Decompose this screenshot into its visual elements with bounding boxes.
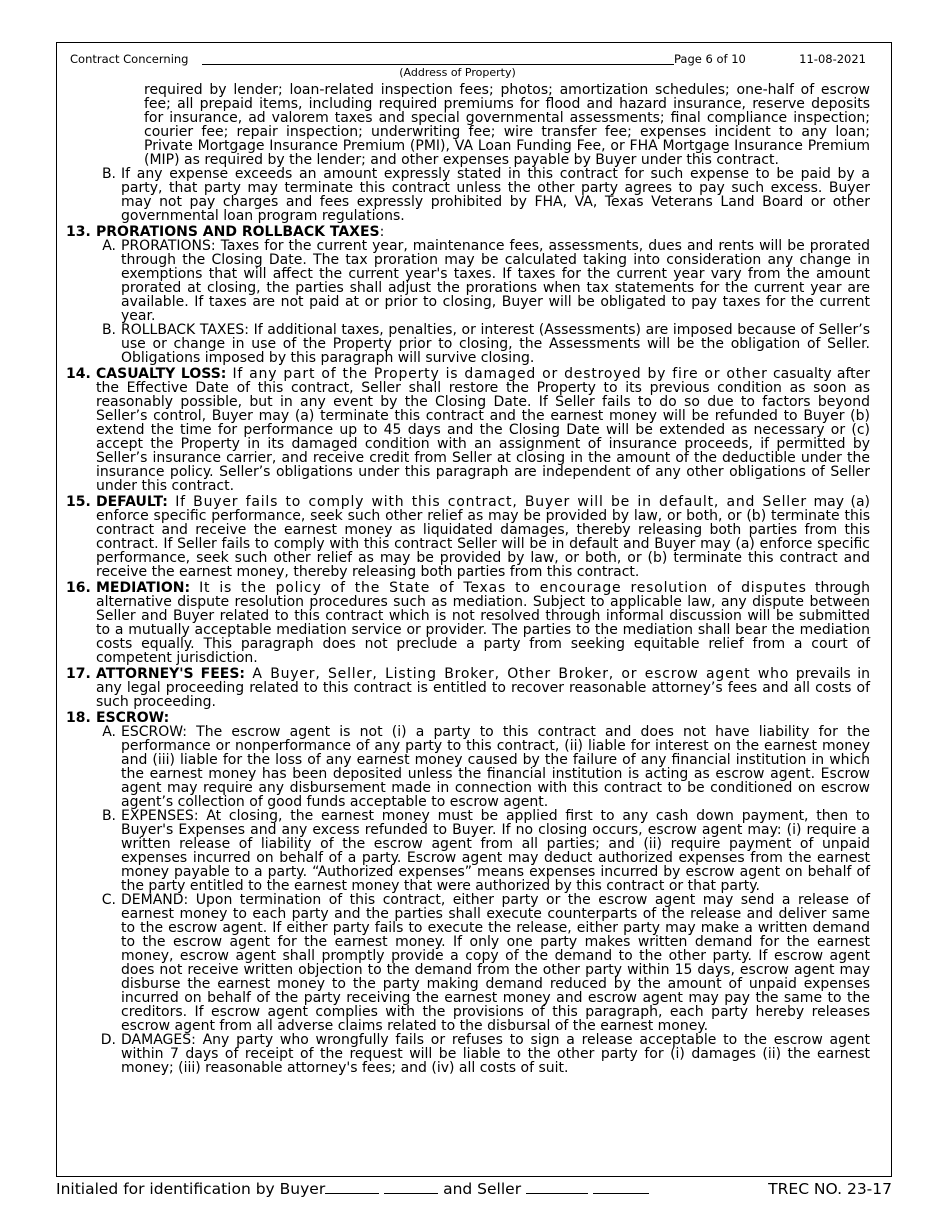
para18-item-d bbox=[66, 1033, 870, 1075]
section-17 bbox=[66, 667, 870, 709]
section-lead: If Buyer fails to comply with this contract, Buyer will be in default, and Seller bbox=[167, 494, 807, 510]
section-text: casualty after the Effective Date of this contract, Seller shall restore the Property to its previous condition as soon as reasonably possible, but in any event by the Closing Date. If Seller fails to do so due to factors beyond Seller’s control, Buyer may (a) terminate this contract and the earnest money will be refunded to Buyer (b) extend the time for performance up to 45 days and the Closing Date will be extended as necessary or (c) accept the Property in its damaged condition with an assignment of insurance proceeds, if permitted by Seller’s insurance carrier, and receive credit from Seller at closing in the amount of the deductible under the insurance policy. Seller’s obligations under this paragraph are independent of any other obligations of Seller under this contract. bbox=[96, 366, 871, 494]
item-text: ESCROW: The escrow agent is not (i) a party to this contract and does not have liability for the performance or nonperformance of any party to this contract, (ii) liable for interest on the earnest money and (iii) liable for the loss of any earnest money caused by the failure of any financial institution in which the earnest money has been deposited unless the financial institution is acting as escrow agent. Escrow agent may require any disbursement made in connection with this contract to be conditioned on escrow agent’s collection of good funds acceptable to escrow agent. bbox=[121, 724, 870, 810]
section-14 bbox=[66, 367, 870, 493]
section-lead: A Buyer, Seller, Listing Broker, Other Broker, or escrow agent who bbox=[245, 666, 790, 682]
section-number: 14. bbox=[66, 366, 91, 382]
initials-line bbox=[56, 1180, 649, 1198]
item-letter: B. bbox=[101, 322, 116, 338]
buyer-initials-field-1[interactable] bbox=[325, 1181, 379, 1194]
para13-item-a bbox=[66, 239, 870, 323]
form-date: 11-08-2021 bbox=[799, 52, 866, 66]
section-heading: ESCROW: bbox=[96, 710, 170, 726]
section-number: 13. bbox=[66, 224, 91, 240]
section-18 bbox=[66, 711, 870, 725]
section-15 bbox=[66, 495, 870, 579]
item-text: DEMAND: Upon termination of this contract, either party or the escrow agent may send a release of earnest money to each party and the parties shall execute counterparts of the release and deliver same to the escrow agent. If either party fails to execute the release, either party may make a written demand to the escrow agent for the earnest money. If only one party makes written demand for the earnest money, escrow agent shall promptly provide a copy of the demand to the other party. If escrow agent does not receive written objection to the demand from the other party within 15 days, escrow agent may disburse the earnest money to the party making demand reduced by the amount of unpaid expenses incurred on behalf of the party receiving the earnest money and escrow agent may pay the same to the creditors. If escrow agent complies with the provisions of this paragraph, each party hereby releases escrow agent from all adverse claims related to the disbursal of the earnest money. bbox=[121, 892, 870, 1034]
item-letter: A. bbox=[102, 724, 116, 740]
item-text: If any expense exceeds an amount expressly stated in this contract for such expense to be paid by a party, that party may terminate this contract unless the other party agrees to pay such excess. Buyer may not pay charges and fees expressly prohibited by FHA, VA, Texas Veterans Land Board or other governmental loan program regulations. bbox=[121, 166, 870, 224]
section-heading: MEDIATION: bbox=[96, 580, 191, 596]
item-letter: B. bbox=[101, 808, 116, 824]
contract-concerning-label: Contract Concerning bbox=[70, 52, 189, 66]
section-text: prevails in any legal proceeding related to this contract is entitled to recover reasonable attorney’s fees and all costs of such proceeding. bbox=[96, 666, 870, 710]
item-text: PRORATIONS: Taxes for the current year, maintenance fees, assessments, dues and rents will be prorated through the Closing Date. The tax proration may be calculated taking into consideration any change in exemptions that will affect the current year's taxes. If taxes for the current year vary from the amount prorated at closing, the parties shall adjust the prorations when tax statements for the current year are available. If taxes are not paid at or prior to closing, Buyer will be obligated to pay taxes for the current year. bbox=[121, 238, 870, 324]
para12-continuation: required by lender; loan-related inspection fees; photos; amortization schedules; one-half of escrow fee; all prepaid items, including required premiums for flood and hazard insurance, reserve deposits for insurance, ad valorem taxes and special governmental assessments; final compliance inspection; courier fee; repair inspection; underwriting fee; wire transfer fee; expenses incident to any loan; Private Mortgage Insurance Premium (PMI), VA Loan Funding Fee, or FHA Mortgage Insurance Premium (MIP) as required by the lender; and other expenses payable by Buyer under this contract. bbox=[144, 82, 870, 168]
item-letter: B. bbox=[101, 166, 116, 182]
section-heading: DEFAULT: bbox=[96, 494, 168, 510]
section-13 bbox=[66, 225, 870, 239]
para12-item-b bbox=[66, 167, 870, 223]
para18-item-c bbox=[66, 893, 870, 1033]
para18-item-b bbox=[66, 809, 870, 893]
item-letter: D. bbox=[100, 1032, 116, 1048]
para18-item-a bbox=[66, 725, 870, 809]
section-heading: ATTORNEY'S FEES: bbox=[96, 666, 246, 682]
section-number: 16. bbox=[66, 580, 91, 596]
property-address-field[interactable] bbox=[202, 64, 674, 65]
para13-item-b bbox=[66, 323, 870, 365]
heading-colon: : bbox=[379, 224, 385, 240]
and-seller-label: and Seller bbox=[443, 1180, 522, 1198]
form-number: TREC NO. 23-17 bbox=[768, 1180, 892, 1198]
section-16 bbox=[66, 581, 870, 665]
seller-initials-field-2[interactable] bbox=[593, 1181, 649, 1194]
buyer-initials-field-2[interactable] bbox=[384, 1181, 438, 1194]
section-number: 18. bbox=[66, 710, 91, 726]
section-heading: PRORATIONS AND ROLLBACK TAXES bbox=[96, 224, 380, 240]
item-letter: A. bbox=[102, 238, 116, 254]
section-lead: If any part of the Property is damaged or destroyed by fire or other bbox=[226, 366, 768, 382]
section-text: through alternative dispute resolution procedures such as mediation. Subject to applicable law, any dispute between Seller and Buyer related to this contract which is not resolved through informal discussion will be submitted to a mutually acceptable mediation service or provider. The parties to the mediation shall bear the mediation costs equally. This paragraph does not preclude a party from seeking equitable relief from a court of competent jurisdiction. bbox=[96, 580, 870, 666]
section-number: 17. bbox=[66, 666, 91, 682]
item-text: EXPENSES: At closing, the earnest money must be applied first to any cash down payment, then to Buyer's Expenses and any excess refunded to Buyer. If no closing occurs, escrow agent may: (i) require a written release of liability of the escrow agent from all parties; and (ii) require payment of unpaid expenses incurred on behalf of a party. Escrow agent may deduct authorized expenses from the earnest money payable to a party. “Authorized expenses” means expenses incurred by escrow agent on behalf of the party entitled to the earnest money that were authorized by this contract or that party. bbox=[121, 808, 870, 894]
page-number: Page 6 of 10 bbox=[674, 52, 746, 66]
item-letter: C. bbox=[101, 892, 116, 908]
address-caption: (Address of Property) bbox=[399, 66, 516, 79]
section-heading: CASUALTY LOSS: bbox=[96, 366, 227, 382]
item-text: ROLLBACK TAXES: If additional taxes, penalties, or interest (Assessments) are imposed because of Seller’s use or change in use of the Property prior to closing, the Assessments will be the obligation of Seller. Obligations imposed by this paragraph will survive closing. bbox=[121, 322, 870, 366]
item-text: DAMAGES: Any party who wrongfully fails or refuses to sign a release acceptable to the escrow agent within 7 days of receipt of the request will be liable to the other party for (i) damages (ii) the earnest money; (iii) reasonable attorney's fees; and (iv) all costs of suit. bbox=[121, 1032, 870, 1076]
section-lead: It is the policy of the State of Texas to encourage resolution of disputes bbox=[190, 580, 807, 596]
section-number: 15. bbox=[66, 494, 91, 510]
contract-body bbox=[66, 83, 870, 1075]
initialed-label: Initialed for identification by Buyer bbox=[56, 1180, 326, 1198]
seller-initials-field-1[interactable] bbox=[526, 1181, 588, 1194]
section-text: may (a) enforce specific performance, seek such other relief as may be provided by law, or both, or (b) terminate this contract and receive the earnest money as liquidated damages, thereby releasing both parties from this contract. If Seller fails to comply with this contract Seller will be in default and Buyer may (a) enforce specific performance, seek such other relief as may be provided by law, or both, or (b) terminate this contract and receive the earnest money, thereby releasing both parties from this contract. bbox=[96, 494, 870, 580]
